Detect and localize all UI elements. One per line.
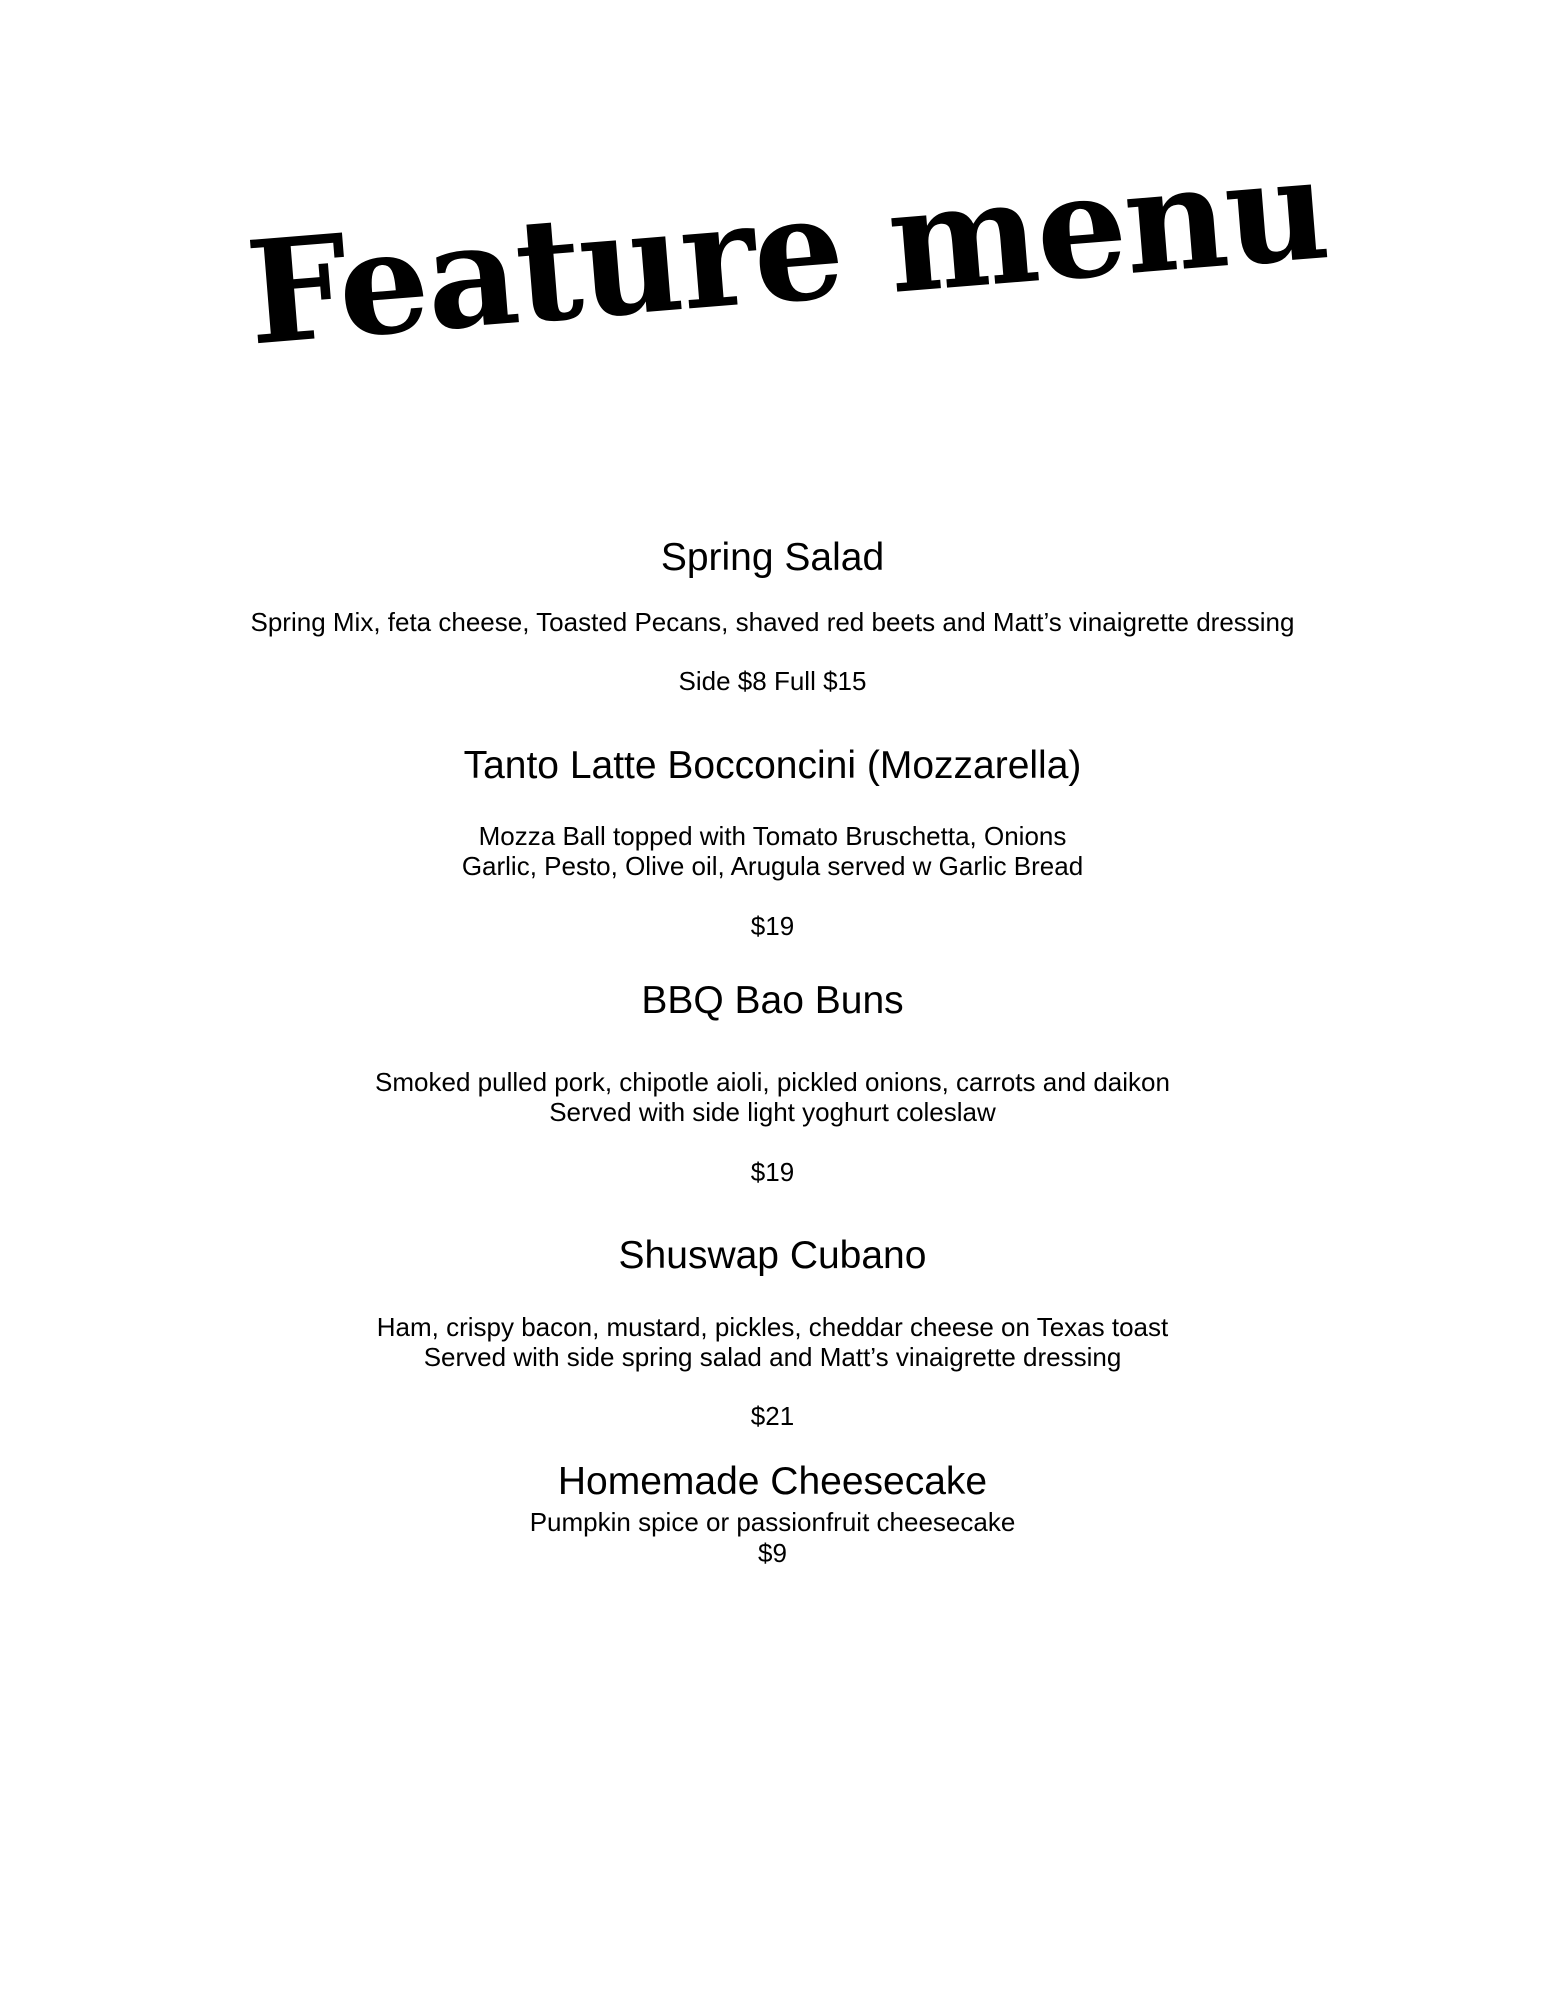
item-name-spring-salad: Spring Salad [660,536,885,579]
item-description-bbq-bao-buns-line-1: Smoked pulled pork, chipotle aioli, pickled onions, carrots and daikon [375,1067,1170,1097]
item-description-shuswap-cubano-line-1: Ham, crispy bacon, mustard, pickles, cheddar cheese on Texas toast [376,1312,1169,1342]
item-name-bocconcini: Tanto Latte Bocconcini (Mozzarella) [463,744,1082,787]
item-price-homemade-cheesecake: $9 [758,1538,787,1568]
item-description-homemade-cheesecake: Pumpkin spice or passionfruit cheesecake [529,1507,1016,1537]
item-description-bocconcini-line-2: Garlic, Pesto, Olive oil, Arugula served w Garlic Bread [461,851,1084,881]
item-name-bbq-bao-buns: BBQ Bao Buns [641,979,904,1022]
menu-title: Feature menu [241,125,1333,378]
item-price-bbq-bao-buns: $19 [750,1157,795,1187]
item-name-shuswap-cubano: Shuswap Cubano [618,1234,927,1277]
item-description-shuswap-cubano-line-2: Served with side spring salad and Matt’s vinaigrette dressing [423,1342,1122,1372]
item-name-homemade-cheesecake: Homemade Cheesecake [557,1460,988,1503]
item-price-bocconcini: $19 [750,911,795,941]
item-description-bbq-bao-buns-line-2: Served with side light yoghurt coleslaw [549,1097,996,1127]
item-description-spring-salad: Spring Mix, feta cheese, Toasted Pecans, shaved red beets and Matt’s vinaigrette dressing [250,607,1295,637]
item-price-shuswap-cubano: $21 [750,1401,795,1431]
item-description-bocconcini-line-1: Mozza Ball topped with Tomato Bruschetta, Onions [478,821,1067,851]
item-price-spring-salad: Side $8 Full $15 [678,666,867,696]
